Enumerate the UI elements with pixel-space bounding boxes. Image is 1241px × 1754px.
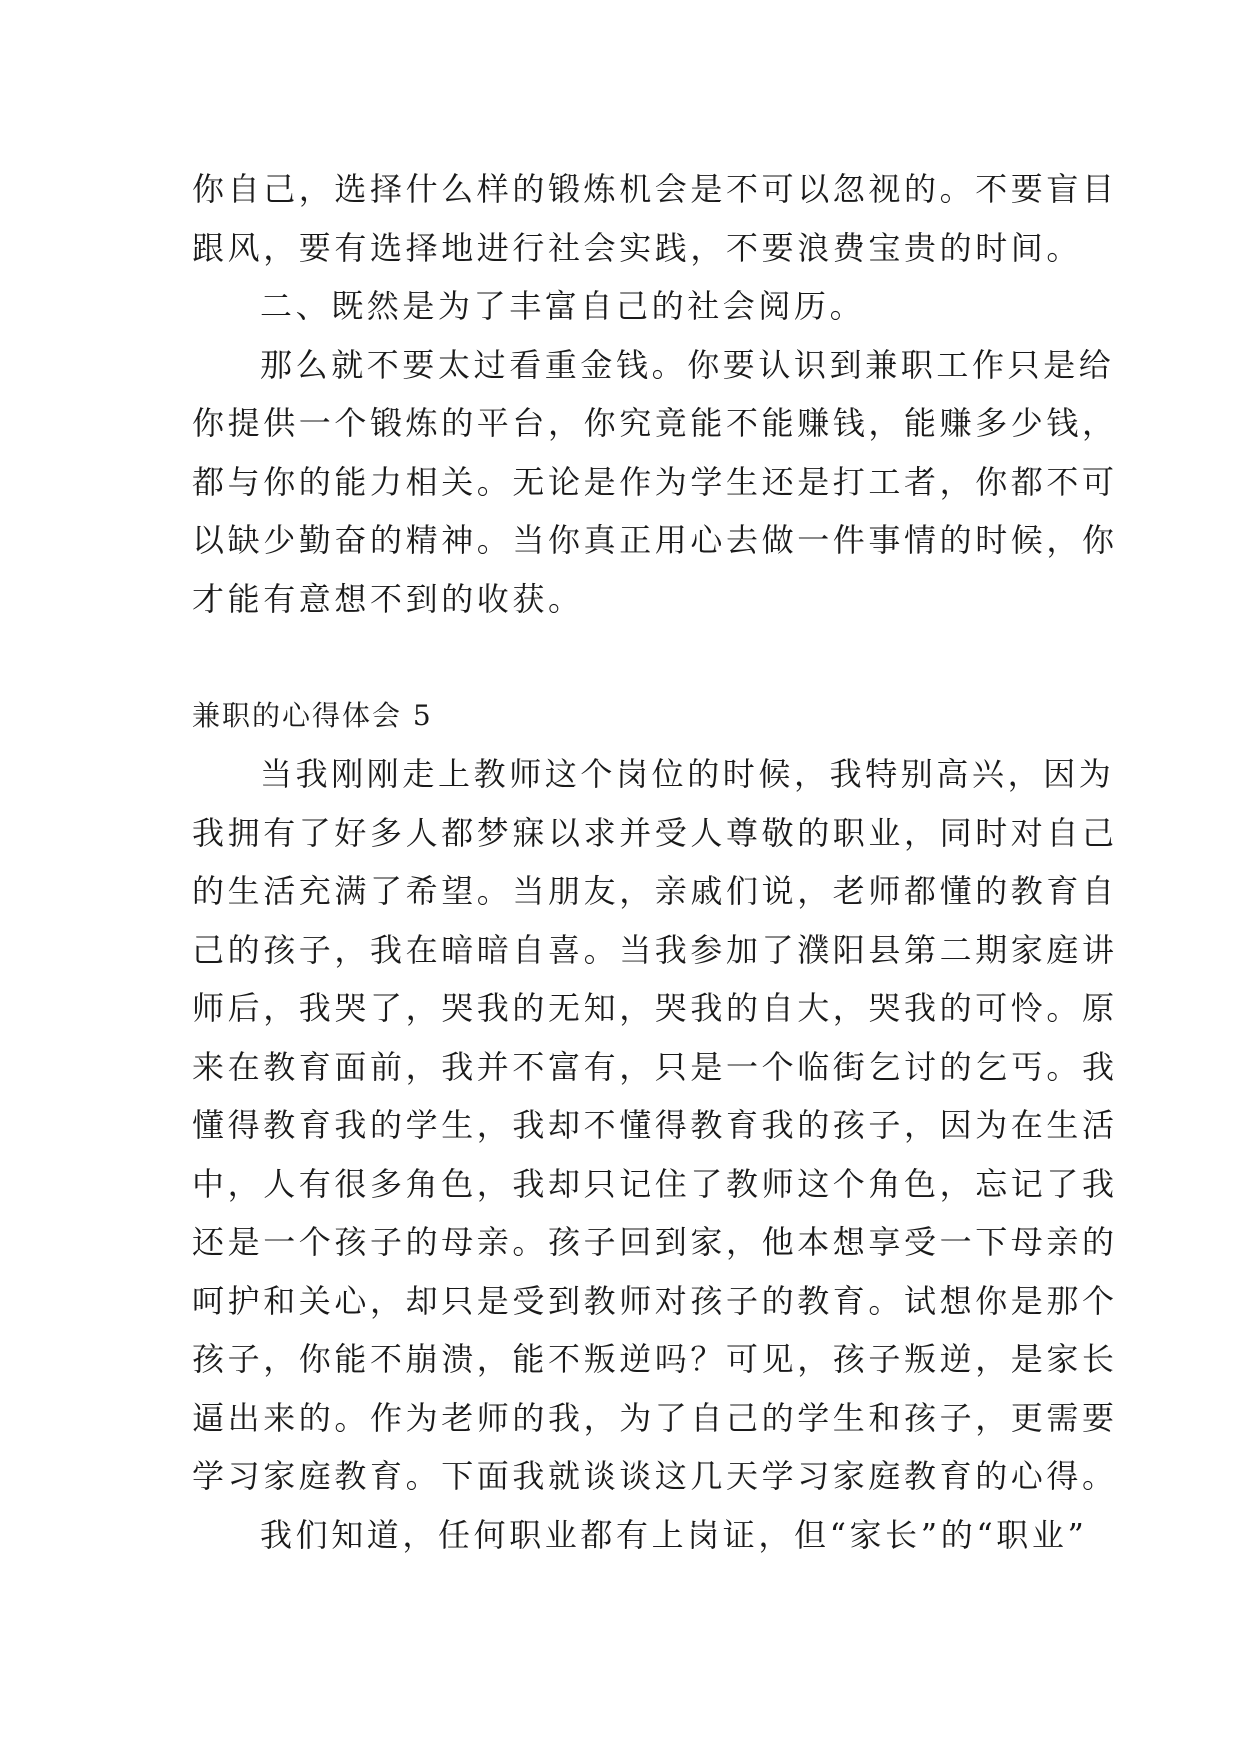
text-line: 懂得教育我的学生，我却不懂得教育我的孩子，因为在生活: [192, 1106, 1118, 1144]
text-line: 呵护和关心，却只是受到教师对孩子的教育。试想你是那个: [192, 1281, 1118, 1320]
paragraph-money: [192, 336, 1118, 629]
text-line: 己的孩子，我在暗暗自喜。当我参加了濮阳县第二期家庭讲: [192, 930, 1118, 969]
text-line: 中，人有很多角色，我却只记住了教师这个角色，忘记了我: [192, 1164, 1118, 1203]
paragraph-teacher: [192, 745, 1118, 1506]
section-heading: 兼职的心得体会 5: [192, 698, 433, 732]
text-line: 师后，我哭了，哭我的无知，哭我的自大，哭我的可怜。原: [192, 989, 1118, 1027]
text-line: 逼出来的。作为老师的我，为了自己的学生和孩子，更需要: [192, 1398, 1118, 1437]
text-line: 学习家庭教育。下面我就谈谈这几天学习家庭教育的心得。: [192, 1457, 1118, 1495]
text-line: 那么就不要太过看重金钱。你要认识到兼职工作只是给: [260, 345, 1115, 384]
text-line: 你自己，选择什么样的锻炼机会是不可以忽视的。不要盲目: [192, 170, 1118, 208]
text-line: 才能有意想不到的收获。: [192, 579, 584, 618]
text-line: 以缺少勤奋的精神。当你真正用心去做一件事情的时候，你: [192, 521, 1118, 559]
text-line: 的生活充满了希望。当朋友，亲戚们说，老师都懂的教育自: [192, 872, 1118, 910]
text-line: 还是一个孩子的母亲。孩子回到家，他本想享受一下母亲的: [192, 1223, 1118, 1261]
text-line: 当我刚刚走上教师这个岗位的时候，我特别高兴，因为: [260, 755, 1115, 793]
list-item-two: 二、既然是为了丰富自己的社会阅历。: [260, 287, 866, 325]
text-line: 跟风，要有选择地进行社会实践，不要浪费宝贵的时间。: [192, 228, 1083, 267]
paragraph-license: [192, 1506, 1088, 1565]
text-line: 孩子，你能不崩溃，能不叛逆吗？可见，孩子叛逆，是家长: [192, 1340, 1118, 1378]
text-line: 我们知道，任何职业都有上岗证，但“家长”的“职业”: [260, 1515, 1088, 1554]
text-line: 来在教育面前，我并不富有，只是一个临街乞讨的乞丐。我: [192, 1047, 1118, 1086]
blank-line: [192, 628, 1054, 687]
document-body: [192, 160, 1118, 1564]
text-line: 你提供一个锻炼的平台，你究竟能不能赚钱，能赚多少钱，: [192, 404, 1118, 442]
text-line: 都与你的能力相关。无论是作为学生还是打工者，你都不可: [192, 462, 1118, 501]
text-line: 我拥有了好多人都梦寐以求并受人尊敬的职业，同时对自己: [192, 813, 1118, 852]
